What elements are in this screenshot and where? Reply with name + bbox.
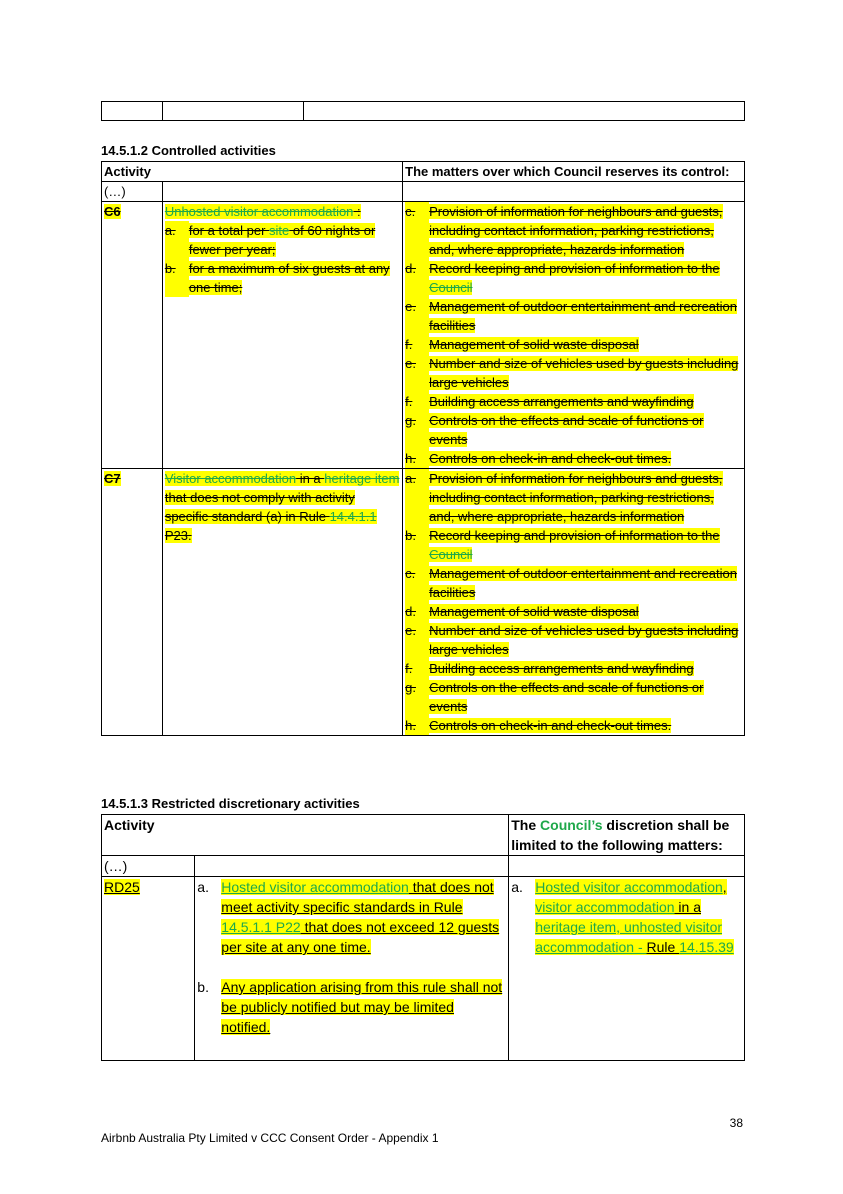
heading-controlled-activities: 14.5.1.2 Controlled activities	[101, 143, 276, 158]
list-item: b. for a maximum of six guests at any one time;	[164, 261, 390, 295]
list-item: a. Hosted visitor accommodation, visitor accommodation in a heritage item, unhosted visitor accommodation - Rule 14.15.39	[511, 879, 734, 955]
page-number: 38	[729, 1116, 743, 1130]
footer-text: Airbnb Australia Pty Limited v CCC Consent Order - Appendix 1	[101, 1131, 439, 1145]
controlled-activities-table	[101, 161, 745, 736]
heading-restricted-discretionary: 14.5.1.3 Restricted discretionary activities	[101, 796, 360, 811]
top-table-fragment	[101, 101, 745, 121]
table-row-rd25	[102, 877, 745, 1061]
list-item: b. Any application arising from this rule shall not be publicly notified but may be limited notified.	[197, 979, 503, 1035]
rule-code-rd25: RD25	[104, 879, 140, 895]
col-header-activity: Activity	[102, 162, 403, 182]
col-header-discretion: The Council’s discretion shall be limited to the following matters:	[509, 815, 745, 856]
list-item: f. Building access arrangements and wayfinding	[405, 394, 694, 409]
list-item: g. Controls on the effects and scale of functions or events	[405, 680, 704, 714]
list-item: d. Management of solid waste disposal	[405, 604, 639, 619]
list-item: e. Number and size of vehicles used by guests including large vehicles	[405, 623, 739, 657]
table-row-c6: C6 Unhosted visitor accommodation : a. for a total per site of 60 nights or fewer per year; b. for a maximum of six guests at any one time; c. Provision of information for neighbours and guests, including contact information, parking restrictions, and, where appropriate, hazards information d. Record keeping and provision of information to the Council e. Management of outdoor entertainment and recreation facilities f. Management of solid waste disposal e. Number and size of vehicles used by guests including large vehicles f. Building access arrangements and wayfinding g. Controls on the effects and scale of functions or events h. Controls on check-in and check-out times.	[102, 202, 745, 469]
rd25-activity-list	[197, 877, 506, 1037]
rule-code-c7: C7	[104, 471, 121, 486]
list-item: g. Controls on the effects and scale of functions or events	[405, 413, 704, 447]
c7-matters-list	[405, 469, 742, 735]
list-item: f. Building access arrangements and wayfinding	[405, 661, 694, 676]
list-item: e. Management of outdoor entertainment and recreation facilities	[405, 299, 737, 333]
c6-activity-list	[165, 221, 400, 297]
list-item: d. Record keeping and provision of information to the Council	[405, 261, 720, 295]
c6-matters-list	[405, 202, 742, 468]
restricted-discretionary-table	[101, 814, 745, 1061]
rule-code-c6: C6	[104, 204, 121, 219]
list-item: e. Number and size of vehicles used by guests including large vehicles	[405, 356, 739, 390]
ellipsis-cell: (…)	[102, 856, 195, 877]
col-header-matters: The matters over which Council reserves its control:	[403, 162, 745, 182]
list-item: a. Hosted visitor accommodation that does not meet activity specific standards in Rule 14.5.1.1 P22 that does not exceed 12 guests per site at any one time.	[197, 879, 500, 955]
list-item: a. Provision of information for neighbours and guests, including contact information, parking restrictions, and, where appropriate, hazards information	[405, 471, 723, 524]
rd25-matters-list	[511, 877, 742, 957]
list-item: b. Record keeping and provision of information to the Council	[405, 528, 720, 562]
col-header-activity: Activity	[102, 815, 509, 856]
list-item: h. Controls on check-in and check-out times.	[405, 718, 672, 733]
list-item: a. for a total per site of 60 nights or fewer per year;	[164, 223, 376, 257]
table-row-c7: C7 Visitor accommodation in a heritage item that does not comply with activity specific standard (a) in Rule 14.4.1.1 P23. a. Provision of information for neighbours and guests, including contact information, parking restrictions, and, where appropriate, hazards information b. Record keeping and provision of information to the Council c. Management of outdoor entertainment and recreation facilities d. Management of solid waste disposal e. Number and size of vehicles used by guests including large vehicles f. Building access arrangements and wayfinding g. Controls on the effects and scale of functions or events h. Controls on check-in and check-out times.	[102, 469, 745, 736]
list-item: f. Management of solid waste disposal	[405, 337, 639, 352]
list-item: h. Controls on check-in and check-out times.	[405, 451, 672, 466]
ellipsis-cell: (…)	[102, 182, 163, 202]
list-item: c. Provision of information for neighbours and guests, including contact information, parking restrictions, and, where appropriate, hazards information	[405, 204, 723, 257]
list-item: c. Management of outdoor entertainment and recreation facilities	[405, 566, 737, 600]
